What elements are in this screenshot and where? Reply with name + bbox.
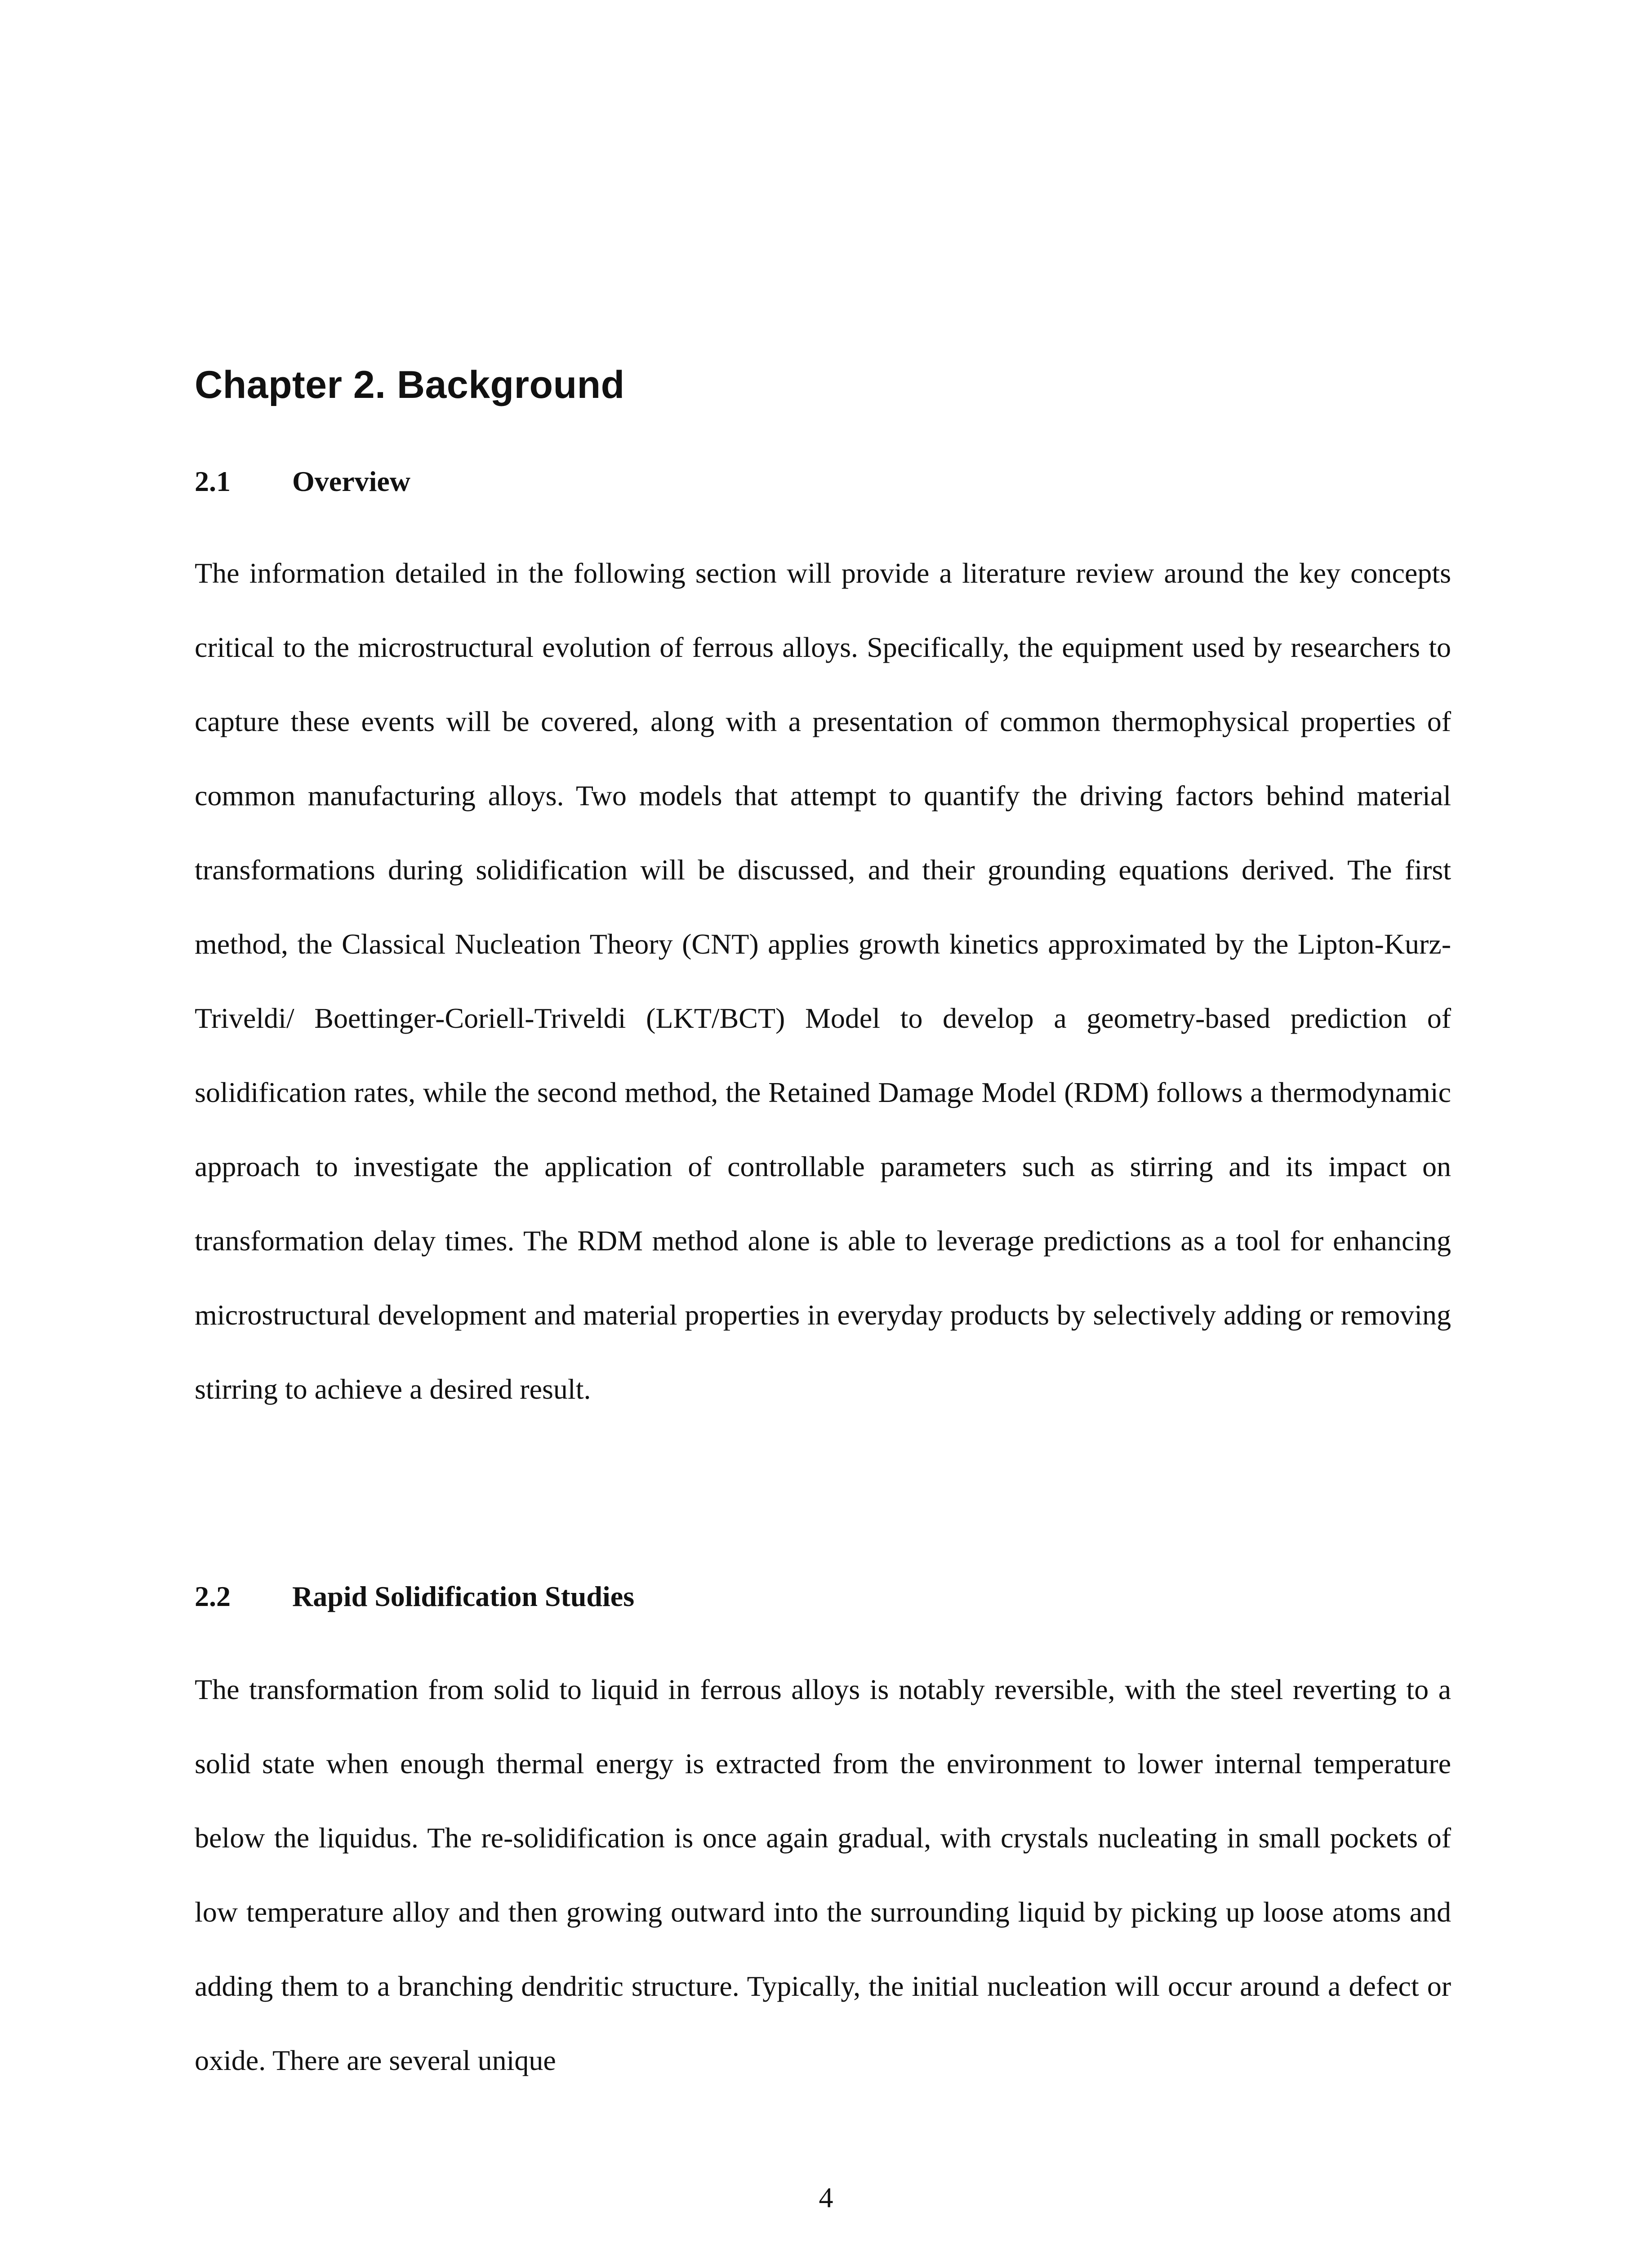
- page-number: 4: [819, 2181, 833, 2213]
- section-heading-rapid-solidification: [195, 1579, 634, 1614]
- section-title: Overview: [292, 465, 410, 497]
- section-title: Rapid Solidification Studies: [292, 1580, 635, 1612]
- chapter-title: Chapter 2. Background: [195, 363, 625, 406]
- rapid-solidification-paragraph: The transformation from solid to liquid in ferrous alloys is notably reversible, with the steel reverting to a solid state when enough thermal energy is extracted from the environment to lower internal temperature below the liquidus. The re-solidification is once again gradual, with crystals nucleating in small pockets of low temperature alloy and then growing outward into the surrounding liquid by picking up loose atoms and adding them to a branching dendritic structure. Typically, the initial nucleation will occur around a defect or oxide. There are several unique: [195, 1673, 1451, 2076]
- section-heading-overview: [195, 464, 410, 499]
- section-number: 2.1: [195, 465, 231, 497]
- section-number: 2.2: [195, 1580, 231, 1612]
- overview-paragraph: The information detailed in the following section will provide a literature review around the key concepts critical to the microstructural evolution of ferrous alloys. Specifically, the equipment used by researchers to capture these events will be covered, along with a presentation of common thermophysical properties of common manufacturing alloys. Two models that attempt to quantify the driving factors behind material transformations during solidification will be discussed, and their grounding equations derived. The first method, the Classical Nucleation Theory (CNT) applies growth kinetics approximated by the Lipton-Kurz-Triveldi/ Boettinger-Coriell-Triveldi (LKT/BCT) Model to develop a geometry-based prediction of solidification rates, while the second method, the Retained Damage Model (RDM) follows a thermodynamic approach to investigate the application of controllable parameters such as stirring and its impact on transformation delay times. The RDM method alone is able to leverage predictions as a tool for enhancing microstructural development and material properties in everyday products by selectively adding or removing stirring to achieve a desired result.: [195, 557, 1451, 1405]
